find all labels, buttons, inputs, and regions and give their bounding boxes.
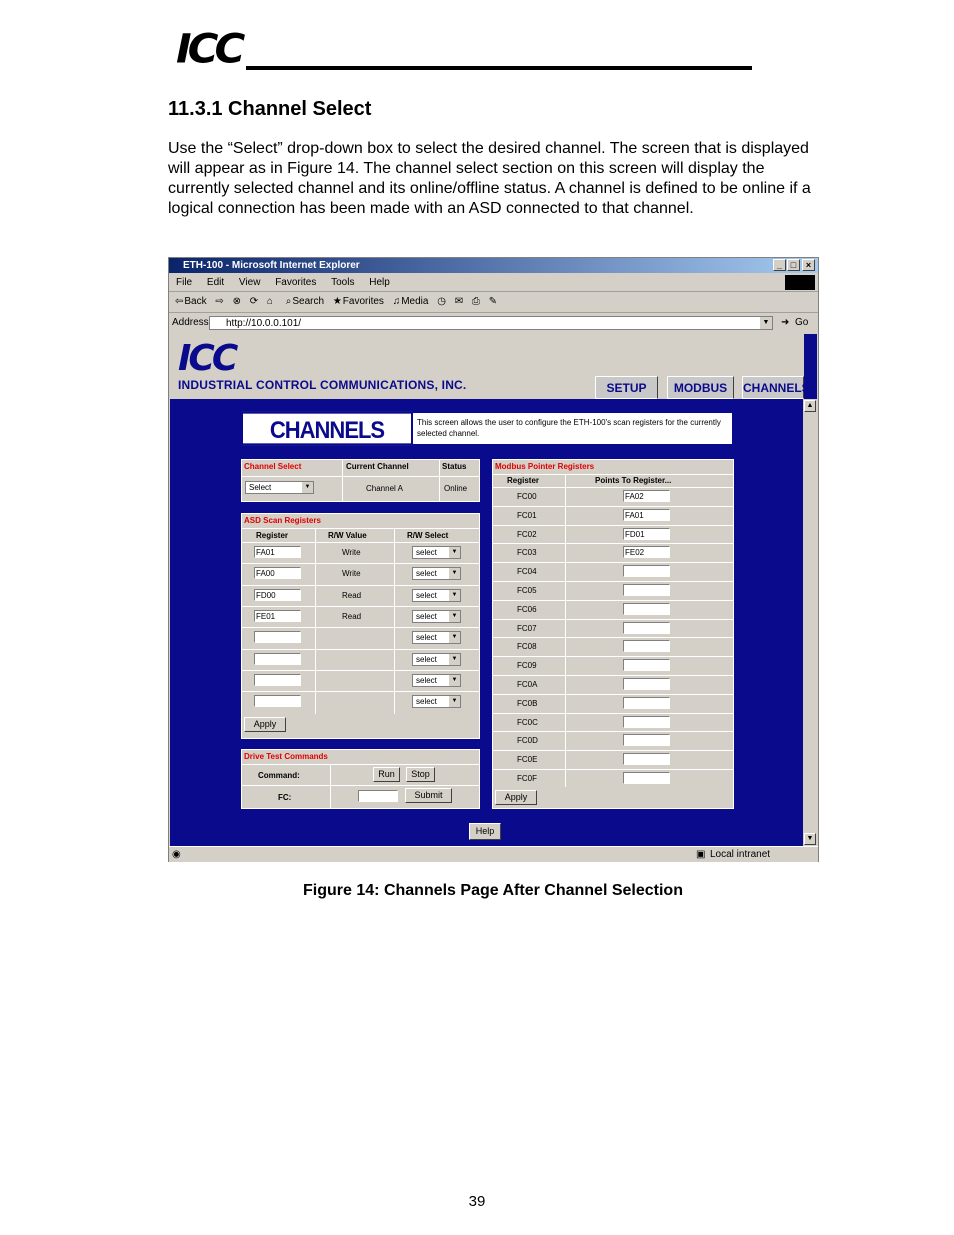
asd-rw-select-value: select [416, 569, 437, 579]
window-titlebar [169, 258, 818, 273]
search-icon[interactable]: ⌕ [285, 296, 292, 307]
modbus-register-label: FC0F [517, 774, 537, 783]
menu-bar [169, 274, 818, 292]
menu-edit[interactable]: Edit [206, 277, 225, 288]
modbus-points-to-input[interactable] [623, 716, 670, 728]
chevron-down-icon: ▼ [449, 675, 460, 686]
modbus-points-to-input[interactable]: FA01 [623, 509, 670, 521]
maximize-icon[interactable]: □ [787, 259, 800, 271]
modbus-register-label: FC05 [517, 586, 537, 595]
menu-tools[interactable]: Tools [331, 277, 355, 288]
modbus-register-label: FC0E [517, 755, 538, 765]
modbus-points-to-input[interactable] [623, 734, 670, 746]
asd-rw-select[interactable] [412, 631, 461, 644]
drive-test-title: Drive Test Commands [244, 752, 328, 761]
modbus-points-to-input[interactable] [623, 584, 670, 596]
modbus-apply-button[interactable]: Apply [495, 790, 537, 805]
current-channel-value: Channel A [366, 484, 403, 493]
page-scrollbar[interactable] [803, 399, 817, 846]
media-button[interactable]: Media [401, 296, 429, 307]
asd-rw-select[interactable] [412, 610, 461, 623]
modbus-register-label: FC09 [517, 661, 537, 671]
asd-register-input[interactable] [254, 674, 301, 686]
page-status-icon: ◉ [172, 849, 181, 860]
chevron-down-icon: ▼ [449, 568, 460, 579]
search-button[interactable]: Search [292, 296, 325, 307]
browser-toolbar [169, 292, 818, 313]
fc-label: FC: [278, 793, 292, 802]
media-icon[interactable]: ♫ [392, 296, 401, 307]
asd-rw-select-value: select [416, 590, 437, 600]
modbus-register-label: FC07 [517, 623, 537, 633]
chevron-down-icon: ▼ [449, 696, 460, 707]
asd-register-input[interactable]: FA01 [254, 546, 301, 558]
scroll-up-icon[interactable]: ▲ [804, 400, 816, 412]
asd-rw-value: Read [342, 590, 362, 600]
asd-rw-select[interactable] [412, 589, 461, 602]
status-bar [169, 846, 818, 862]
modbus-points-to-input[interactable] [623, 622, 670, 634]
command-label: Command: [258, 771, 300, 780]
modbus-points-to-input[interactable] [623, 640, 670, 652]
stop-button[interactable]: Stop [406, 767, 435, 782]
favorites-button[interactable]: Favorites [342, 296, 384, 307]
go-button[interactable]: Go [795, 317, 809, 328]
channel-select-panel [241, 459, 480, 502]
asd-rw-select[interactable] [412, 674, 461, 687]
url-text: http://10.0.0.101/ [226, 318, 302, 329]
submit-button[interactable]: Submit [405, 788, 452, 803]
modbus-register-label: FC01 [517, 510, 537, 520]
asd-rw-select-value: select [416, 697, 437, 707]
back-icon[interactable]: ⇦ [175, 296, 184, 307]
address-label: Address [172, 317, 209, 328]
forward-icon[interactable]: ⇨ [215, 296, 224, 307]
menu-help[interactable]: Help [369, 277, 390, 288]
asd-col-rw-value: R/W Value [328, 531, 367, 540]
asd-rw-select-value: select [416, 654, 437, 664]
modbus-points-to-input[interactable] [623, 603, 670, 615]
modbus-register-label: FC03 [517, 548, 537, 558]
asd-col-rw-select: R/W Select [407, 531, 449, 540]
scroll-down-icon[interactable]: ▼ [804, 833, 816, 845]
intranet-icon: ▣ [696, 849, 706, 860]
asd-col-register: Register [256, 531, 289, 540]
refresh-icon[interactable]: ⟳ [249, 296, 259, 307]
back-button[interactable]: Back [184, 296, 207, 307]
asd-rw-value: Read [342, 611, 362, 621]
page-content [170, 334, 817, 846]
chevron-down-icon[interactable]: ▼ [760, 317, 772, 329]
chevron-down-icon: ▼ [449, 611, 460, 622]
menu-favorites[interactable]: Favorites [275, 277, 317, 288]
channel-select-dropdown[interactable] [245, 481, 314, 494]
run-button[interactable]: Run [373, 767, 400, 782]
window-title: ETH-100 - Microsoft Internet Explorer [183, 260, 360, 271]
asd-apply-button[interactable]: Apply [244, 717, 286, 732]
mail-icon[interactable]: ✉ [454, 296, 464, 307]
asd-rw-select[interactable] [412, 653, 461, 666]
edit-icon[interactable]: ✎ [488, 296, 498, 307]
current-channel-header: Current Channel [346, 462, 409, 471]
drive-test-panel [241, 749, 480, 809]
tab-channels[interactable]: CHANNELS [742, 376, 804, 399]
icc-logo: ICC [176, 25, 242, 72]
asd-rw-select[interactable] [412, 567, 461, 580]
stop-icon[interactable]: ⊗ [232, 296, 241, 307]
modbus-register-label: FC04 [517, 567, 537, 577]
modbus-col-register: Register [507, 476, 540, 485]
history-icon[interactable]: ◷ [437, 296, 446, 307]
address-input[interactable] [209, 316, 773, 330]
chevron-down-icon: ▼ [449, 654, 460, 665]
modbus-points-to-input[interactable] [623, 678, 670, 690]
asd-rw-select-value: select [416, 611, 437, 621]
browser-screenshot [168, 257, 819, 862]
asd-scan-title: ASD Scan Registers [244, 516, 321, 525]
fc-input[interactable] [358, 790, 398, 802]
modbus-register-label: FC02 [517, 529, 537, 539]
channels-heading: CHANNELS [241, 411, 413, 445]
asd-register-input[interactable] [254, 653, 301, 665]
menu-view[interactable]: View [238, 277, 261, 288]
tab-modbus[interactable]: MODBUS [667, 376, 734, 399]
asd-register-input[interactable]: FE01 [254, 610, 301, 622]
favorites-icon[interactable]: ★ [332, 296, 342, 307]
chevron-down-icon: ▼ [302, 482, 313, 493]
channel-select-value: Select [249, 483, 272, 492]
asd-rw-select[interactable] [412, 695, 461, 708]
tab-setup[interactable]: SETUP [595, 376, 658, 399]
status-header: Status [442, 462, 467, 471]
modbus-points-to-input[interactable] [623, 772, 670, 784]
go-arrow-icon[interactable]: ➜ [781, 317, 790, 328]
asd-register-input[interactable]: FD00 [254, 589, 301, 601]
company-name: INDUSTRIAL CONTROL COMMUNICATIONS, INC. [178, 378, 467, 392]
chevron-down-icon: ▼ [449, 632, 460, 643]
modbus-points-to-input[interactable] [623, 659, 670, 671]
minimize-icon[interactable]: _ [773, 259, 786, 271]
modbus-points-to-input[interactable]: FD01 [623, 528, 670, 540]
modbus-points-to-input[interactable] [623, 565, 670, 577]
asd-rw-value: Write [342, 548, 361, 557]
asd-rw-select-value: select [416, 675, 437, 685]
help-button[interactable]: Help [469, 823, 501, 840]
modbus-col-points-to: Points To Register... [595, 476, 672, 485]
close-icon[interactable]: × [802, 259, 815, 271]
channel-select-title: Channel Select [244, 462, 302, 471]
modbus-register-label: FC0D [517, 736, 538, 746]
section-body: Use the “Select” drop-down box to select the desired channel. The screen that is displayed will appear as in Figure 14. The channel select section on this screen will display the currently selected channel and its online/offline status. A channel is defined to be online if a logical connection has been made with an ASD connected to that channel. [168, 140, 811, 217]
asd-register-input[interactable] [254, 695, 301, 707]
modbus-pointer-panel [492, 459, 734, 809]
modbus-points-to-input[interactable]: FA02 [623, 490, 670, 502]
modbus-register-label: FC0A [517, 680, 538, 689]
windows-logo-icon [785, 275, 815, 290]
asd-register-input[interactable]: FA00 [254, 567, 301, 579]
chevron-down-icon: ▼ [449, 547, 460, 558]
print-icon[interactable]: ⎙ [471, 296, 480, 307]
asd-rw-value: Write [342, 569, 361, 579]
section-title: 11.3.1 Channel Select [168, 98, 372, 120]
modbus-points-to-input[interactable] [623, 697, 670, 709]
modbus-points-to-input[interactable]: FE02 [623, 546, 670, 558]
home-icon[interactable]: ⌂ [266, 296, 273, 307]
channel-status-badge: Online [444, 484, 468, 493]
page-number: 39 [468, 1193, 486, 1210]
asd-rw-select[interactable] [412, 546, 461, 559]
modbus-points-to-input[interactable] [623, 753, 670, 765]
channels-description: This screen allows the user to configure the ETH-100's scan registers for the currently selected channel. [413, 413, 732, 444]
zone-label: Local intranet [710, 849, 771, 860]
asd-register-input[interactable] [254, 631, 301, 643]
header-rule [246, 66, 752, 70]
page-banner [170, 334, 810, 399]
modbus-register-label: FC06 [517, 604, 537, 614]
address-bar [169, 313, 818, 333]
figure-caption: Figure 14: Channels Page After Channel Selection [303, 882, 683, 899]
asd-scan-panel [241, 513, 480, 739]
page-logo: ICC [178, 338, 236, 379]
modbus-register-label: FC0B [517, 698, 538, 708]
asd-rw-select-value: select [416, 633, 437, 643]
asd-rw-select-value: select [416, 548, 437, 557]
menu-file[interactable]: File [176, 277, 193, 288]
modbus-register-label: FC00 [517, 492, 537, 501]
modbus-pointer-title: Modbus Pointer Registers [495, 462, 595, 471]
modbus-register-label: FC0C [517, 717, 538, 727]
chevron-down-icon: ▼ [449, 590, 460, 601]
modbus-register-label: FC08 [517, 642, 537, 652]
